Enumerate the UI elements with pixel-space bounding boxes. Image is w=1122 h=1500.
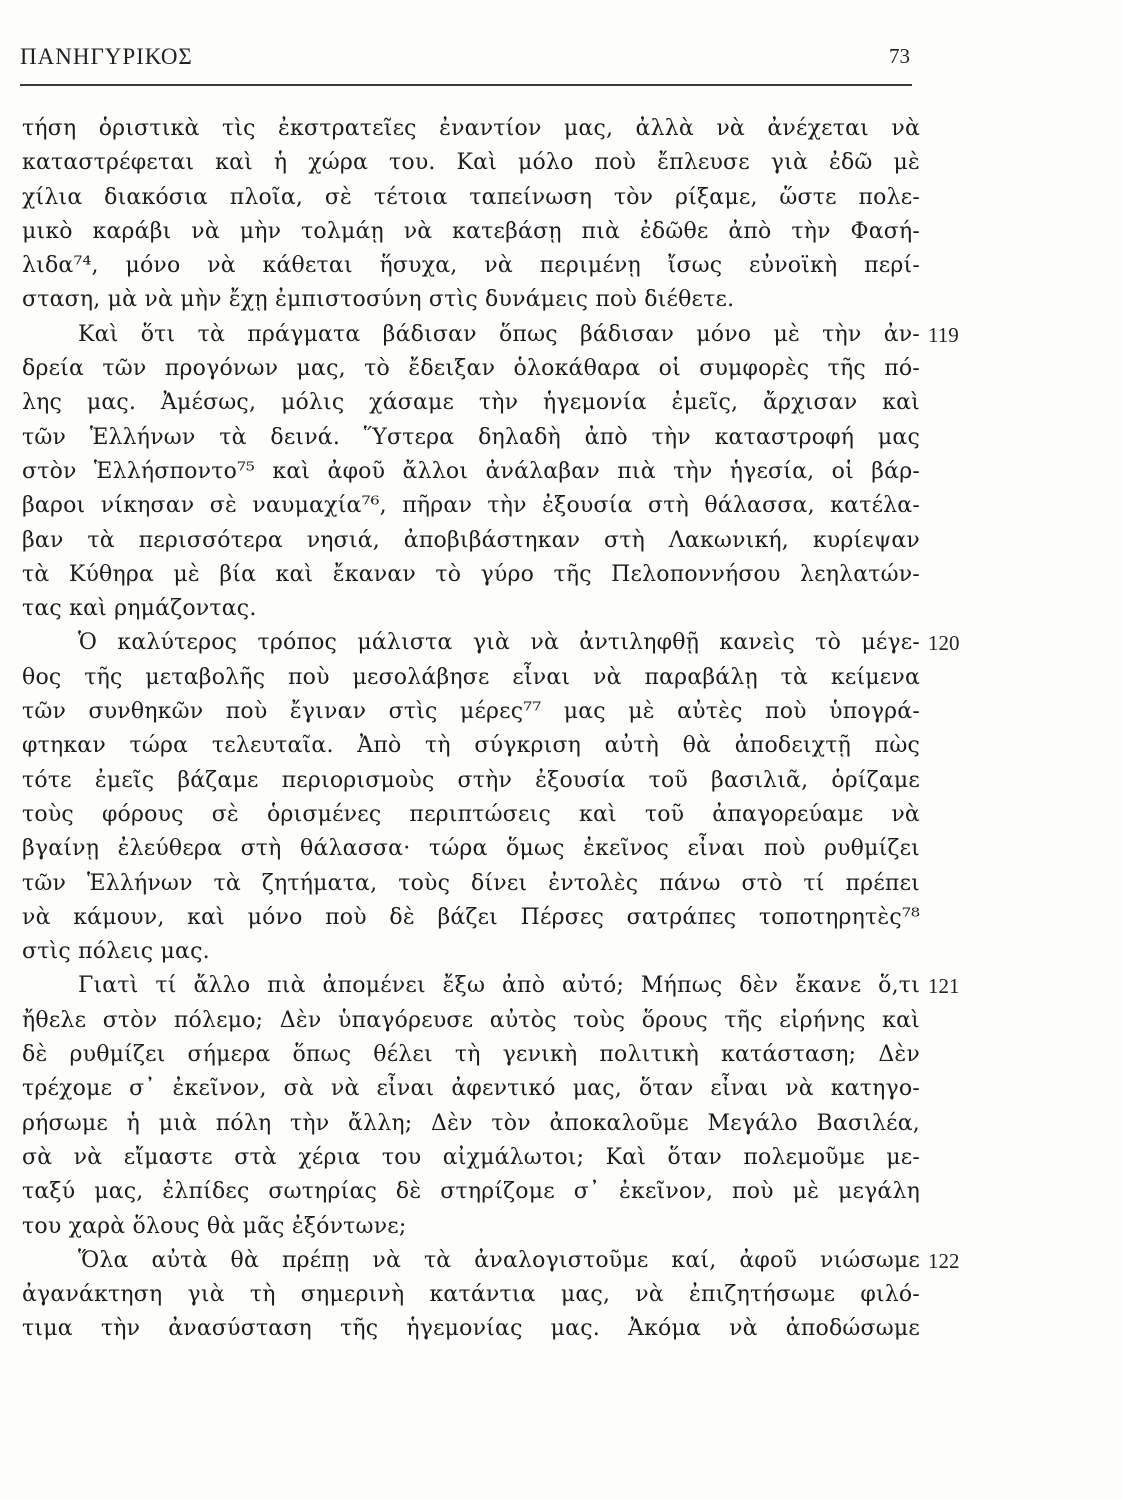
text-line: στὶς πόλεις μας. bbox=[22, 939, 210, 965]
text-line: Ὅλα αὐτὰ θὰ πρέπῃ νὰ τὰ ἀναλογιστοῦμε καί, ἀφοῦ νιώσωμε bbox=[78, 1247, 920, 1273]
text-line: τῶν συνθηκῶν ποὺ ἔγιναν στὶς μέρες⁷⁷ μας μὲ αὐτὲς ποὺ ὑπογρά- bbox=[22, 699, 920, 725]
text-line: στὸν Ἑλλήσποντο⁷⁵ καὶ ἀφοῦ ἄλλοι ἀνάλαβαν πιὰ τὴν ἡγεσία, οἱ βάρ- bbox=[22, 458, 920, 484]
section-number-120: 120 bbox=[928, 631, 960, 656]
text-line: φτηκαν τώρα τελευταῖα. Ἀπὸ τὴ σύγκριση αὐτὴ θὰ ἀποδειχτῇ πὼς bbox=[22, 733, 920, 759]
text-line: του χαρὰ ὅλους θὰ μᾶς ἐξόντωνε; bbox=[22, 1213, 407, 1239]
text-line: θος τῆς μεταβολῆς ποὺ μεσολάβησε εἶναι νὰ παραβάλῃ τὰ κείμενα bbox=[22, 664, 920, 690]
body-text bbox=[22, 112, 960, 1347]
text-line: τότε ἐμεῖς βάζαμε περιορισμοὺς στὴν ἐξουσία τοῦ βασιλιᾶ, ὁρίζαμε bbox=[22, 767, 920, 793]
header-rule bbox=[20, 84, 912, 86]
page-number: 73 bbox=[889, 44, 910, 68]
text-line: βαροι νίκησαν σὲ ναυμαχία⁷⁶, πῆραν τὴν ἐξουσία στὴ θάλασσα, κατέλα- bbox=[22, 493, 920, 519]
text-line: καταστρέφεται καὶ ἡ χώρα του. Καὶ μόλο ποὺ ἔπλευσε γιὰ ἐδῶ μὲ bbox=[22, 150, 920, 176]
text-line: δὲ ρυθμίζει σήμερα ὅπως θέλει τὴ γενικὴ πολιτικὴ κατάσταση; Δὲν bbox=[22, 1042, 920, 1068]
text-line: τῶν Ἑλλήνων τὰ ζητήματα, τοὺς δίνει ἐντολὲς πάνω στὸ τί πρέπει bbox=[22, 870, 920, 896]
text-line: ρήσωμε ἡ μιὰ πόλη τὴν ἄλλη; Δὲν τὸν ἀποκαλοῦμε Μεγάλο Βασιλέα, bbox=[22, 1110, 920, 1136]
text-line: λιδα⁷⁴, μόνο νὰ κάθεται ἥσυχα, νὰ περιμένῃ ἴσως εὐνοϊκὴ περί- bbox=[22, 253, 920, 279]
text-line: Γιατὶ τί ἄλλο πιὰ ἀπομένει ἔξω ἀπὸ αὐτό; Μήπως δὲν ἔκανε ὅ,τι bbox=[78, 973, 920, 999]
text-line: ἀγανάκτηση γιὰ τὴ σημερινὴ κατάντια μας, νὰ ἐπιζητήσωμε φιλό- bbox=[22, 1282, 920, 1308]
section-number-119: 119 bbox=[928, 322, 959, 347]
text-line: βαν τὰ περισσότερα νησιά, ἀποβιβάστηκαν στὴ Λακωνική, κυρίεψαν bbox=[22, 527, 920, 553]
paragraph-121-line bbox=[22, 969, 960, 1003]
text-line: λης μας. Ἀμέσως, μόλις χάσαμε τὴν ἡγεμονία ἐμεῖς, ἄρχισαν καὶ bbox=[22, 390, 920, 416]
text-line: τήση ὁριστικὰ τὶς ἐκστρατεῖες ἐναντίον μας, ἀλλὰ νὰ ἀνέχεται νὰ bbox=[22, 116, 920, 141]
text-line: χίλια διακόσια πλοῖα, σὲ τέτοια ταπείνωση τὸν ρίξαμε, ὥστε πολε- bbox=[22, 184, 920, 210]
text-line: τρέχομε σ᾽ ἐκεῖνον, σὰ νὰ εἶναι ἀφεντικό μας, ὅταν εἶναι νὰ κατηγο- bbox=[22, 1076, 920, 1102]
text-line: τῶν Ἑλλήνων τὰ δεινά. Ὕστερα δηλαδὴ ἀπὸ τὴν καταστροφή μας bbox=[22, 424, 920, 450]
text-line: Ὁ καλύτερος τρόπος μάλιστα γιὰ νὰ ἀντιληφθῇ κανεὶς τὸ μέγε- bbox=[78, 630, 920, 656]
text-line: τοὺς φόρους σὲ ὁρισμένες περιπτώσεις καὶ τοῦ ἀπαγορεύαμε νὰ bbox=[22, 801, 920, 827]
text-line: ἤθελε στὸν πόλεμο; Δὲν ὑπαγόρευσε αὐτὸς τοὺς ὅρους τῆς εἰρήνης καὶ bbox=[22, 1007, 920, 1033]
text-line: ταξύ μας, ἐλπίδες σωτηρίας δὲ στηρίζομε σ᾽ ἐκεῖνον, ποὺ μὲ μεγάλη bbox=[22, 1179, 920, 1205]
section-number-121: 121 bbox=[928, 974, 960, 999]
running-head-title: ΠΑΝΗΓΥΡΙΚΟΣ bbox=[20, 44, 193, 69]
paragraph-122-line bbox=[22, 1244, 960, 1278]
section-number-122: 122 bbox=[928, 1248, 960, 1273]
text-line: Καὶ ὅτι τὰ πράγματα βάδισαν ὅπως βάδισαν μόνο μὲ τὴν ἀν- bbox=[78, 321, 920, 347]
paragraph-119-line bbox=[22, 318, 959, 352]
text-line: νὰ κάμουν, καὶ μόνο ποὺ δὲ βάζει Πέρσες σατράπες τοποτηρητὲς⁷⁸ bbox=[22, 904, 920, 930]
text-line: μικὸ καράβι νὰ μὴν τολμάῃ νὰ κατεβάσῃ πιὰ ἐδῶθε ἀπὸ τὴν Φασή- bbox=[22, 218, 920, 244]
running-head bbox=[20, 44, 910, 80]
text-line: δρεία τῶν προγόνων μας, τὸ ἔδειξαν ὁλοκάθαρα οἱ συμφορὲς τῆς πό- bbox=[22, 356, 920, 382]
text-line: σταση, μὰ νὰ μὴν ἔχῃ ἐμπιστοσύνη στὶς δυνάμεις ποὺ διέθετε. bbox=[22, 287, 735, 313]
text-line: βγαίνῃ ἐλεύθερα στὴ θάλασσα· τώρα ὅμως ἐκεῖνος εἶναι ποὺ ρυθμίζει bbox=[22, 836, 920, 862]
text-line: τας καὶ ρημάζοντας. bbox=[22, 596, 257, 622]
text-line: τιμα τὴν ἀνασύσταση τῆς ἡγεμονίας μας. Ἀκόμα νὰ ἀποδώσωμε bbox=[22, 1316, 920, 1342]
text-line: τὰ Κύθηρα μὲ βία καὶ ἔκαναν τὸ γύρο τῆς Πελοποννήσου λεηλατών- bbox=[22, 561, 920, 587]
text-line: σὰ νὰ εἴμαστε στὰ χέρια του αἰχμάλωτοι; Καὶ ὅταν πολεμοῦμε με- bbox=[22, 1144, 920, 1170]
paragraph-120-line bbox=[22, 626, 960, 660]
